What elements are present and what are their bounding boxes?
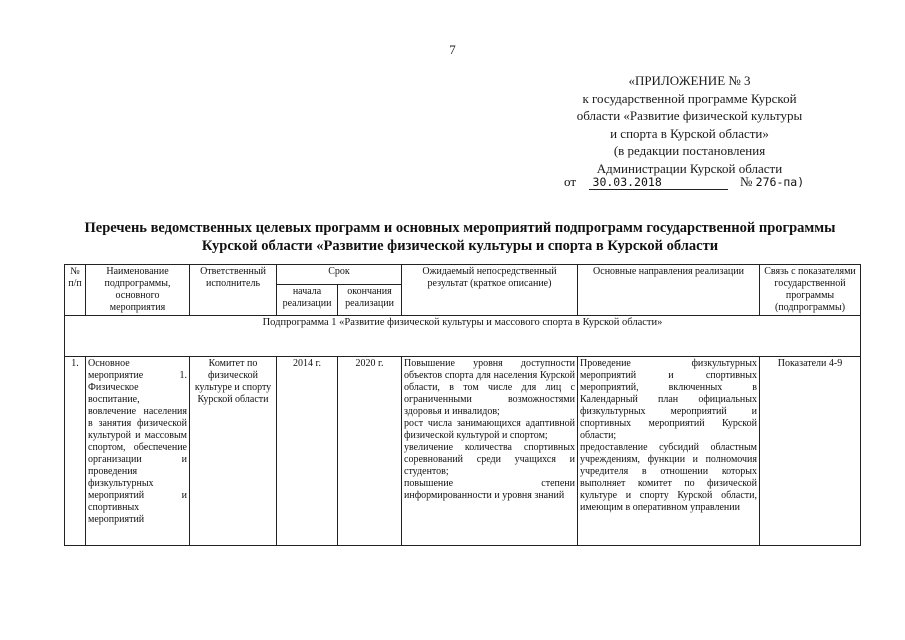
- header-term: Срок: [277, 265, 402, 285]
- from-label: от: [564, 174, 577, 189]
- cell-name: Основное мероприятие 1. Физическое воспитание, вовлечение населения в занятия физической культурой и массовым спортом, обеспечение организации и проведения физкультурных мероприятий и спортивных мероприятий: [86, 357, 190, 546]
- cell-end: 2020 г.: [338, 357, 402, 546]
- header-row: [65, 265, 861, 285]
- subprogram-title: Подпрограмма 1 «Развитие физической культуры и массового спорта в Курской области»: [65, 316, 861, 357]
- cell-directions: Проведение физкультурных мероприятий и спортивных мероприятий, включенных в Календарный план официальных физкультурных мероприятий и спортивных мероприятий Курской области; предоставление субсидий областным учреждениям, функции и полномочия учредителя в отношении которых выполняет комитет по физической культуре и спорту Курской области, имеющим в оперативном управлении: [578, 357, 760, 546]
- cell-link: Показатели 4-9: [760, 357, 861, 546]
- title-line-1: Перечень ведомственных целевых программ и основных мероприятий подпрограмм государственной программы: [84, 220, 836, 236]
- appendix-line: (в редакции постановления: [613, 143, 766, 158]
- subprogram-row: [65, 316, 861, 357]
- resolution-reference: [564, 174, 834, 190]
- header-num: № п/п: [65, 265, 86, 316]
- header-name: Наименование подпрограммы, основного мероприятия: [86, 265, 190, 316]
- header-end: окончания реализации: [338, 285, 402, 316]
- header-directions: Основные направления реализации: [578, 265, 760, 316]
- number-label: №: [740, 174, 753, 189]
- appendix-header: [552, 72, 827, 177]
- table-row: [65, 357, 861, 546]
- header-start: начала реализации: [277, 285, 338, 316]
- header-executor: Ответственный исполнитель: [190, 265, 277, 316]
- appendix-line: области «Развитие физической культуры: [576, 108, 803, 123]
- cell-num: 1.: [65, 357, 86, 546]
- header-result: Ожидаемый непосредственный результат (краткое описание): [402, 265, 578, 316]
- document-title: [60, 219, 860, 255]
- cell-start: 2014 г.: [277, 357, 338, 546]
- resolution-number: 276-па): [755, 175, 805, 189]
- title-line-2: Курской области «Развитие физической культуры и спорта в Курской области: [201, 238, 719, 254]
- appendix-line: Администрации Курской области: [596, 160, 783, 176]
- cell-result: Повышение уровня доступности объектов спорта для населения Курской области, в том числе для лиц с ограниченными возможностями здоровья и инвалидов; рост числа занимающихся адаптивной физической культурой и спортом; увеличение количества спортивных соревнований среди учащихся и студентов; повышение степени информированности и уровня знаний: [402, 357, 578, 546]
- appendix-line: к государственной программе Курской: [582, 90, 797, 106]
- page-number: 7: [449, 42, 456, 57]
- cell-executor: Комитет по физической культуре и спорту Курской области: [190, 357, 277, 546]
- measures-table: [64, 264, 861, 546]
- header-link: Связь с показателями государственной программы (подпрограммы): [760, 265, 861, 316]
- resolution-date: 30.03.2018: [589, 175, 728, 190]
- appendix-line: и спорта в Курской области»: [610, 125, 769, 141]
- appendix-line: «ПРИЛОЖЕНИЕ № 3: [628, 73, 751, 88]
